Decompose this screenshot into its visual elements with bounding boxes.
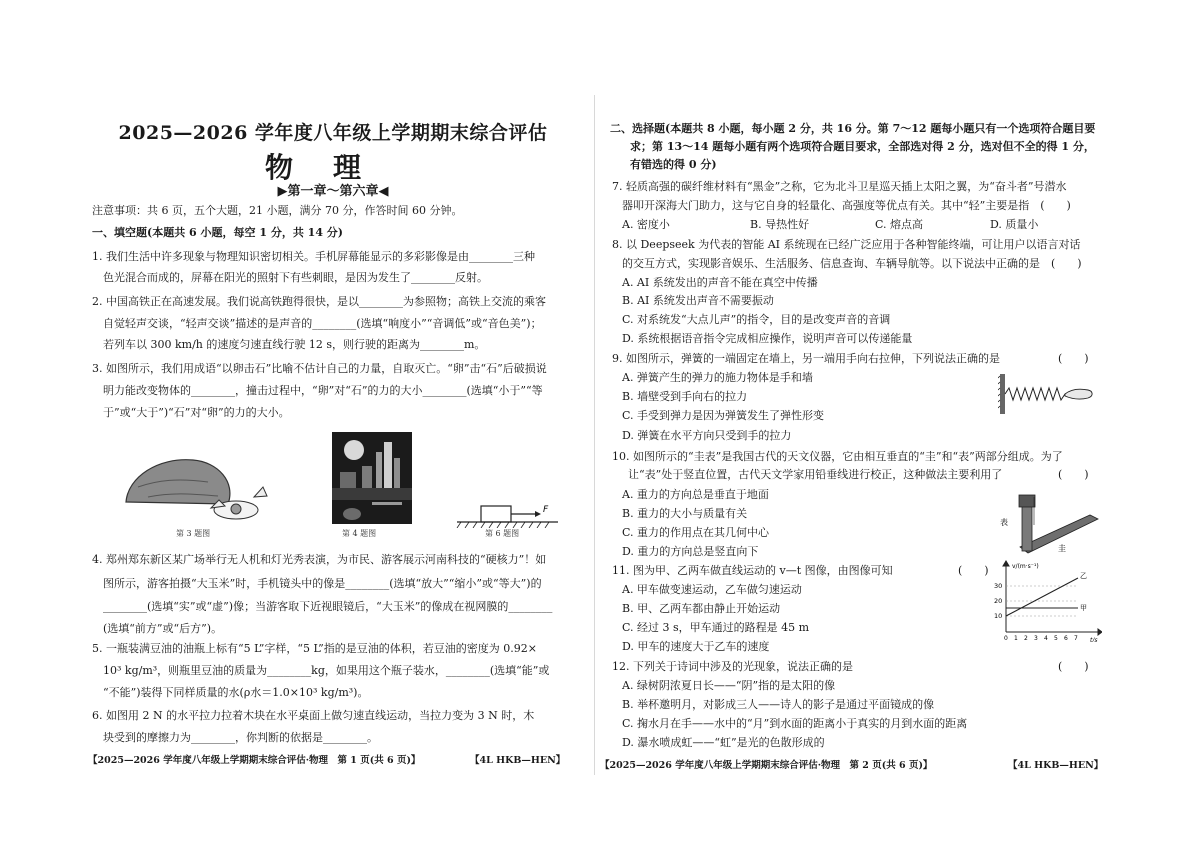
- figure-11-vt-graph: [992, 560, 1102, 642]
- q10-answer-paren: ( ): [1058, 468, 1089, 481]
- q2-line3: 若列车以 300 km/h 的速度匀速直线行驶 12 s，则行驶的距离为________m。: [103, 338, 486, 351]
- q3-line3: 于”或“大于”)“石”对“卵”的力的大小。: [103, 406, 290, 419]
- footer-right: 【2025—2026 学年度八年级上学期期末综合评估·物理 第 2 页(共 6 页)】: [600, 760, 933, 771]
- q2-line1: 2. 中国高铁正在高速发展。我们说高铁跑得很快，是以________为参照物；高铁上交流的乘客: [92, 295, 546, 308]
- graph-x-label: t/s: [1090, 637, 1098, 642]
- footer-left: 【2025—2026 学年度八年级上学期期末综合评估·物理 第 1 页(共 6 页)】: [88, 755, 421, 766]
- section-2-line1: 二、选择题(本题共 8 小题，每小题 2 分，共 16 分。第 7～12 题每小题只有一个选项符合题目要: [610, 122, 1096, 135]
- q10-option-b: B. 重力的大小与质量有关: [622, 507, 748, 520]
- q9-option-c: C. 手受到弹力是因为弹簧发生了弹性形变: [622, 409, 825, 422]
- q9-line1: 9. 如图所示，弹簧的一端固定在墙上，另一端用手向右拉伸，下列说法正确的是: [612, 352, 1000, 365]
- graph-xtick-7: 7: [1074, 635, 1078, 642]
- figure-3-caption: 第 3 题图: [176, 529, 211, 538]
- q10-option-a: A. 重力的方向总是垂直于地面: [622, 488, 769, 501]
- footer-code-left: 【4L HKB—HEN】: [470, 755, 566, 766]
- section-1-heading: 一、填空题(本题共 6 小题，每空 1 分，共 14 分): [92, 226, 344, 239]
- figure-10-guibiao: [1000, 485, 1100, 557]
- q11-option-d: D. 甲车的速度大于乙车的速度: [622, 640, 770, 653]
- page-divider: [594, 95, 595, 775]
- q10-option-d: D. 重力的方向总是竖直向下: [622, 545, 759, 558]
- section-2-line3: 有错选的得 0 分): [630, 158, 717, 171]
- q5-line3: “不能”)装得下同样质量的水(ρ水＝1.0×10³ kg/m³)。: [103, 686, 369, 699]
- q9-option-a: A. 弹簧产生的弹力的施力物体是手和墙: [622, 371, 813, 384]
- page-1: [0, 0, 592, 848]
- q4-line3: ________(选填“实”或“虚”)像；当游客取下近视眼镜后，“大玉米”的像成在视网膜的________: [103, 600, 553, 613]
- q3-line1: 3. 如图所示，我们用成语“以卵击石”比喻不估计自己的力量，自取灭亡。“卵”击“石”后破损说: [92, 362, 547, 375]
- q5-line2: 10³ kg/m³，则瓶里豆油的质量为________kg，如果用这个瓶子装水，________(选填“能”或: [103, 664, 550, 677]
- graph-yi-label: 乙: [1080, 572, 1087, 580]
- q12-answer-paren: ( ): [1058, 660, 1089, 673]
- q3-line2: 明力能改变物体的________，撞击过程中，“卵”对“石”的力的大小________(选填“小于”“等: [103, 384, 543, 397]
- q2-line2: 自觉轻声交谈，“轻声交谈”描述的是声音的________(选填“响度小”“音调低”或“音色美”)；: [103, 317, 542, 330]
- footer-code-right: 【4L HKB—HEN】: [1008, 760, 1104, 771]
- figure-6-caption: 第 6 题图: [485, 529, 520, 538]
- q11-option-b: B. 甲、乙两车都由静止开始运动: [622, 602, 781, 615]
- q10-line1: 10. 如图所示的“圭表”是我国古代的天文仪器，它由相互垂直的“圭”和“表”两部分组成。为了: [612, 450, 1063, 463]
- q8-option-a: A. AI 系统发出的声音不能在真空中传播: [622, 276, 818, 289]
- series-yi-line: [1006, 578, 1078, 616]
- q9-answer-paren: ( ): [1058, 352, 1089, 365]
- q12-option-b: B. 举杯邀明月，对影成三人——诗人的影子是通过平面镜成的像: [622, 698, 935, 711]
- section-2-line2: 求；第 13～14 题每小题有两个选项符合题目要求，全部选对得 2 分，选对但不全的得 1 分，: [630, 140, 1095, 153]
- graph-ytick-30: 30: [994, 582, 1003, 590]
- q10-line2: 让“表”处于竖直位置，古代天文学家用铅垂线进行校正，这种做法主要利用了: [628, 468, 1003, 481]
- q8-line1: 8. 以 Deepseek 为代表的智能 AI 系统现在已经广泛应用于各种智能终端，可让用户以语言对话: [612, 238, 1081, 251]
- graph-xtick-2: 2: [1024, 635, 1028, 642]
- figure-3-rock-egg: [118, 452, 278, 527]
- notice: 注意事项：共 6 页，五个大题，21 小题，满分 70 分，作答时间 60 分钟。: [92, 204, 463, 217]
- q8-option-d: D. 系统根据语音指令完成相应操作，说明声音可以传递能量: [622, 332, 913, 345]
- q11-answer-paren: ( ): [958, 564, 989, 577]
- q9-option-b: B. 墙壁受到手向右的拉力: [622, 390, 748, 403]
- q5-line1: 5. 一瓶装满豆油的油瓶上标有“5 L”字样，“5 L”指的是豆油的体积，若豆油的密度为 0.92×: [92, 642, 538, 655]
- q12-line1: 12. 下列关于诗词中涉及的光现象，说法正确的是: [612, 660, 853, 673]
- q6-line2: 块受到的摩擦力为________，你判断的依据是________。: [103, 731, 378, 744]
- q4-line4: (选填“前方”或“后方”)。: [103, 622, 223, 635]
- fig10-biao-label: 表: [1000, 518, 1008, 527]
- q11-line1: 11. 图为甲、乙两车做直线运动的 v—t 图像，由图像可知: [612, 564, 893, 577]
- graph-xtick-1: 1: [1014, 635, 1018, 642]
- graph-xtick-5: 5: [1054, 635, 1058, 642]
- q8-line2: 的交互方式，实现影音娱乐、生活服务、信息查询、车辆导航等。以下说法中正确的是 ( ): [622, 257, 1082, 270]
- graph-xtick-3: 3: [1034, 635, 1038, 642]
- graph-ytick-10: 10: [994, 612, 1003, 620]
- q1-line1: 1. 我们生活中许多现象与物理知识密切相关。手机屏幕能显示的多彩影像是由________三种: [92, 250, 535, 263]
- graph-y-label: v/(m·s⁻¹): [1012, 563, 1039, 570]
- q7-option-a: A. 密度小: [622, 218, 670, 231]
- exam-title: 2025—2026 学年度八年级上学期期末综合评估: [118, 122, 548, 144]
- subject-title: 物理: [264, 151, 401, 184]
- chapter-range: ▶第一章～第六章◀: [277, 184, 389, 199]
- q7-line2: 器叩开深海大门助力，这与它自身的轻量化、高强度等优点有关。其中“轻”主要是指 ( ): [622, 199, 1071, 212]
- force-label: F: [543, 505, 549, 515]
- graph-xtick-6: 6: [1064, 635, 1068, 642]
- figure-4-city-photo: [332, 432, 412, 524]
- q7-option-b: B. 导热性好: [750, 218, 810, 231]
- q4-line1: 4. 郑州郑东新区某广场举行无人机和灯光秀表演，为市民、游客展示河南科技的“硬核力”！如: [92, 553, 547, 566]
- figure-9-spring: [998, 372, 1096, 416]
- q1-line2: 色光混合而成的，屏幕在阳光的照射下有些刺眼，是因为发生了________反射。: [103, 271, 488, 284]
- graph-xtick-4: 4: [1044, 635, 1048, 642]
- page-2: [600, 0, 1200, 848]
- q6-line1: 6. 如图用 2 N 的水平拉力拉着木块在水平桌面上做匀速直线运动，当拉力变为 3 N 时，木: [92, 709, 535, 722]
- q12-option-d: D. 瀑水喷成虹——“虹”是光的色散形成的: [622, 736, 825, 749]
- graph-jia-label: 甲: [1080, 604, 1087, 612]
- q9-option-d: D. 弹簧在水平方向只受到手的拉力: [622, 429, 792, 442]
- q8-option-b: B. AI 系统发出声音不需要振动: [622, 294, 774, 307]
- q8-option-c: C. 对系统发“大点儿声”的指令，目的是改变声音的音调: [622, 313, 891, 326]
- q12-option-a: A. 绿树阴浓夏日长——“阴”指的是太阳的像: [622, 679, 836, 692]
- q7-line1: 7. 轻质高强的碳纤维材料有“黑金”之称，它为北斗卫星巡天插上太阳之翼，为“奋斗者”号潜水: [612, 180, 1067, 193]
- q10-option-c: C. 重力的作用点在其几何中心: [622, 526, 770, 539]
- figure-4-caption: 第 4 题图: [342, 529, 377, 538]
- graph-xtick-0: 0: [1004, 635, 1008, 642]
- q7-option-c: C. 熔点高: [875, 218, 924, 231]
- q7-option-d: D. 质量小: [990, 218, 1039, 231]
- fig10-gui-label: 圭: [1058, 544, 1066, 553]
- figure-6-block: [455, 502, 560, 528]
- q12-option-c: C. 掬水月在手——水中的“月”到水面的距离小于真实的月到水面的距离: [622, 717, 968, 730]
- q4-line2: 图所示，游客拍摄“大玉米”时，手机镜头中的像是________(选填“放大”“缩小”或“等大”)的: [103, 577, 542, 590]
- graph-ytick-20: 20: [994, 597, 1003, 605]
- q11-option-c: C. 经过 3 s，甲车通过的路程是 45 m: [622, 621, 810, 634]
- q11-option-a: A. 甲车做变速运动，乙车做匀速运动: [622, 583, 802, 596]
